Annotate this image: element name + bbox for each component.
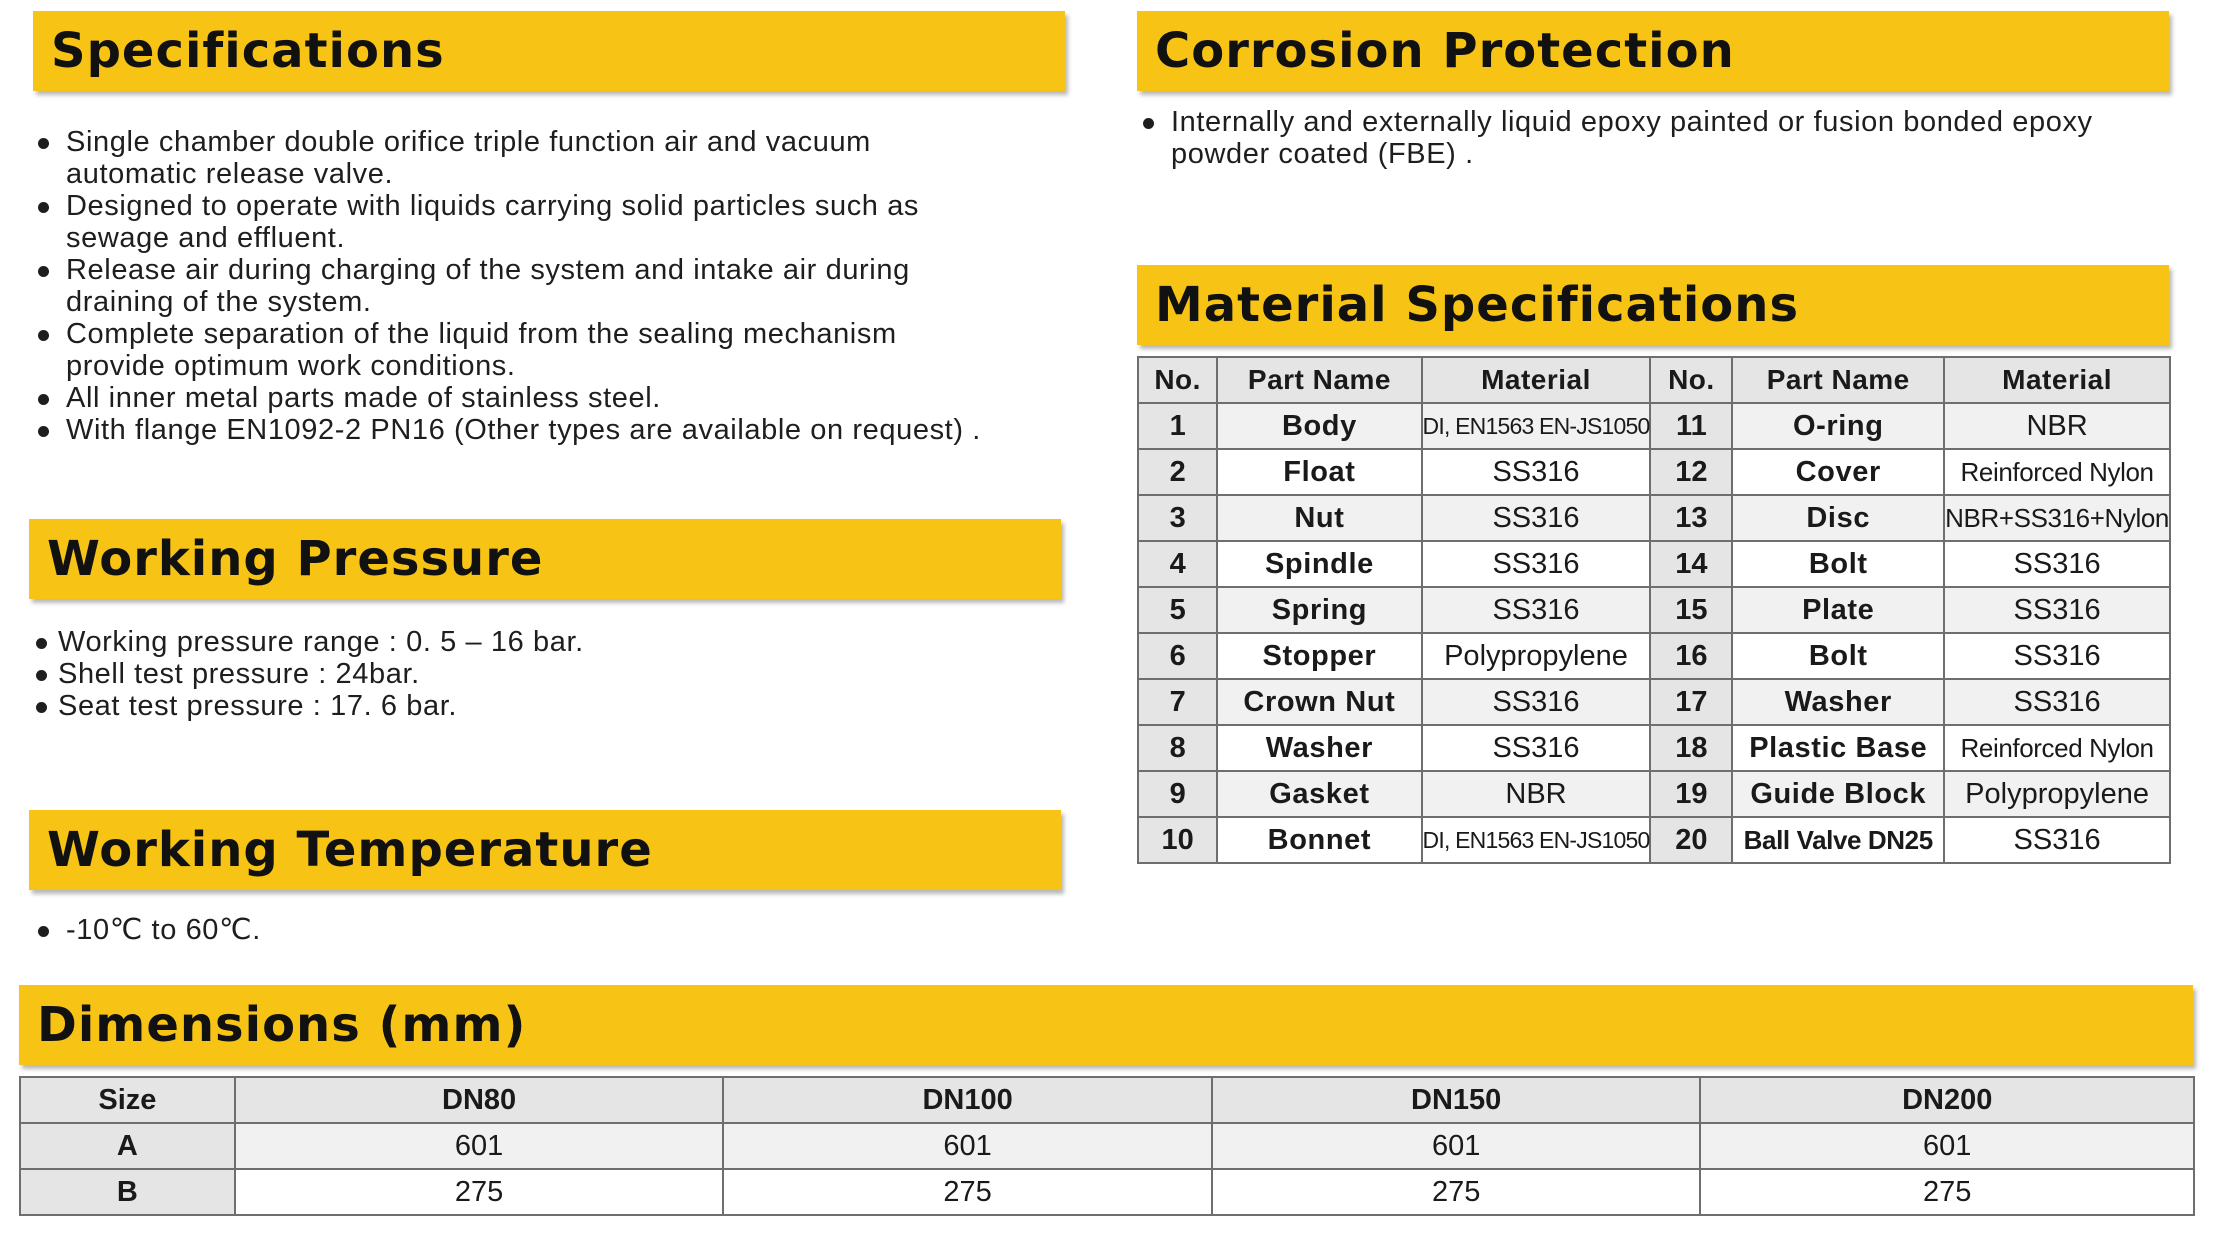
material-header-cell: No. [1650,357,1732,403]
material-number-cell: 18 [1650,725,1732,771]
part-name-cell: Ball Valve DN25 [1732,817,1944,863]
material-number-cell: 17 [1650,679,1732,725]
material-number-cell: 4 [1138,541,1217,587]
dimensions-table [19,1076,2195,1216]
specifications-header [33,11,1065,91]
material-row [1138,403,2170,449]
dimensions-title: Dimensions (mm) [37,997,527,1053]
part-name-cell: Bonnet [1217,817,1421,863]
dimension-value-cell: 601 [235,1123,724,1169]
material-header-cell: Material [1944,357,2170,403]
material-cell: NBR+SS316+Nylon [1944,495,2170,541]
material-row [1138,633,2170,679]
material-specifications-title: Material Specifications [1155,277,1800,333]
material-specifications-header [1137,265,2169,345]
part-name-cell: Crown Nut [1217,679,1421,725]
material-cell: Reinforced Nylon [1944,449,2170,495]
corrosion-item-line: Internally and externally liquid epoxy painted or fusion bonded epoxy [1171,106,2093,138]
material-row [1138,817,2170,863]
material-number-cell: 19 [1650,771,1732,817]
material-number-cell: 9 [1138,771,1217,817]
dimension-header-cell: DN200 [1700,1077,2194,1123]
specification-item-line: With flange EN1092-2 PN16 (Other types are available on request) . [66,414,981,446]
material-cell: SS316 [1422,679,1651,725]
material-cell: SS316 [1422,449,1651,495]
material-cell: Polypropylene [1944,771,2170,817]
part-name-cell: Washer [1732,679,1944,725]
corrosion-item-line: powder coated (FBE) . [1171,138,1474,170]
pressure-item: Shell test pressure : 24bar. [32,658,1072,690]
material-number-cell: 5 [1138,587,1217,633]
specification-item-line: All inner metal parts made of stainless steel. [66,382,661,414]
part-name-cell: Gasket [1217,771,1421,817]
dimension-row [20,1169,2194,1215]
material-row [1138,449,2170,495]
specification-item [32,126,1072,190]
material-number-cell: 16 [1650,633,1732,679]
part-name-cell: Plate [1732,587,1944,633]
part-name-cell: Cover [1732,449,1944,495]
material-cell: SS316 [1944,587,2170,633]
material-cell: SS316 [1944,817,2170,863]
material-cell: DI, EN1563 EN-JS1050 [1422,403,1651,449]
material-number-cell: 14 [1650,541,1732,587]
material-number-cell: 10 [1138,817,1217,863]
part-name-cell: Bolt [1732,541,1944,587]
specifications-list [32,126,1072,446]
dimension-header-cell: Size [20,1077,235,1123]
pressure-item: Working pressure range : 0. 5 – 16 bar. [32,626,1072,658]
material-number-cell: 7 [1138,679,1217,725]
working-pressure-list [32,626,1072,722]
corrosion-item [1137,106,2177,170]
working-temperature-header [29,810,1061,890]
material-cell: NBR [1944,403,2170,449]
corrosion-protection-list [1137,106,2177,170]
part-name-cell: Body [1217,403,1421,449]
material-cell: SS316 [1422,587,1651,633]
material-row [1138,725,2170,771]
dimension-value-cell: 601 [723,1123,1212,1169]
specification-item-line: Release air during charging of the system and intake air during [66,254,910,286]
material-header-cell: Part Name [1217,357,1421,403]
part-name-cell: Plastic Base [1732,725,1944,771]
material-header-cell: Part Name [1732,357,1944,403]
material-cell: DI, EN1563 EN-JS1050 [1422,817,1651,863]
specification-item-line: Designed to operate with liquids carrying solid particles such as [66,190,920,222]
specification-item [32,318,1072,382]
material-cell: SS316 [1422,495,1651,541]
material-cell: SS316 [1422,541,1651,587]
specification-item-line: automatic release valve. [66,158,394,190]
working-temperature-title: Working Temperature [47,822,653,878]
specifications-title: Specifications [51,23,445,79]
material-cell: SS316 [1944,541,2170,587]
dimension-label-cell: B [20,1169,235,1215]
material-row [1138,587,2170,633]
dimension-value-cell: 601 [1212,1123,1701,1169]
specification-item-line: Single chamber double orifice triple function air and vacuum [66,126,871,158]
part-name-cell: Float [1217,449,1421,495]
specification-item-line: draining of the system. [66,286,372,318]
specification-item-line: sewage and effluent. [66,222,346,254]
material-row [1138,541,2170,587]
dimension-label-cell: A [20,1123,235,1169]
part-name-cell: Bolt [1732,633,1944,679]
material-number-cell: 11 [1650,403,1732,449]
material-header-cell: Material [1422,357,1651,403]
dimension-header-cell: DN100 [723,1077,1212,1123]
corrosion-protection-title: Corrosion Protection [1155,23,1735,79]
specification-item [32,414,1072,446]
material-cell: Polypropylene [1422,633,1651,679]
working-temperature-list [32,914,1072,946]
dimension-value-cell: 275 [1212,1169,1701,1215]
part-name-cell: Disc [1732,495,1944,541]
working-pressure-header [29,519,1061,599]
material-cell: NBR [1422,771,1651,817]
part-name-cell: Guide Block [1732,771,1944,817]
material-cell: Reinforced Nylon [1944,725,2170,771]
dimension-value-cell: 275 [1700,1169,2194,1215]
material-row [1138,771,2170,817]
corrosion-protection-header [1137,11,2169,91]
material-number-cell: 12 [1650,449,1732,495]
working-pressure-title: Working Pressure [47,531,544,587]
dimension-value-cell: 601 [1700,1123,2194,1169]
material-number-cell: 15 [1650,587,1732,633]
dimension-row [20,1123,2194,1169]
dimension-header-cell: DN80 [235,1077,724,1123]
part-name-cell: O-ring [1732,403,1944,449]
material-number-cell: 2 [1138,449,1217,495]
specification-item [32,190,1072,254]
material-number-cell: 13 [1650,495,1732,541]
dimension-value-cell: 275 [235,1169,724,1215]
material-number-cell: 8 [1138,725,1217,771]
material-number-cell: 20 [1650,817,1732,863]
part-name-cell: Spindle [1217,541,1421,587]
temperature-item: -10℃ to 60℃. [32,914,1072,946]
specification-item [32,254,1072,318]
material-row [1138,495,2170,541]
material-header-cell: No. [1138,357,1217,403]
material-row [1138,679,2170,725]
dimensions-header [19,985,2193,1065]
material-number-cell: 1 [1138,403,1217,449]
specification-item-line: provide optimum work conditions. [66,350,516,382]
specification-item [32,382,1072,414]
specification-item-line: Complete separation of the liquid from the sealing mechanism [66,318,897,350]
part-name-cell: Nut [1217,495,1421,541]
part-name-cell: Washer [1217,725,1421,771]
material-cell: SS316 [1422,725,1651,771]
dimension-header-cell: DN150 [1212,1077,1701,1123]
part-name-cell: Spring [1217,587,1421,633]
material-number-cell: 3 [1138,495,1217,541]
material-table [1137,356,2171,864]
material-cell: SS316 [1944,679,2170,725]
pressure-item: Seat test pressure : 17. 6 bar. [32,690,1072,722]
material-cell: SS316 [1944,633,2170,679]
material-number-cell: 6 [1138,633,1217,679]
part-name-cell: Stopper [1217,633,1421,679]
dimension-value-cell: 275 [723,1169,1212,1215]
